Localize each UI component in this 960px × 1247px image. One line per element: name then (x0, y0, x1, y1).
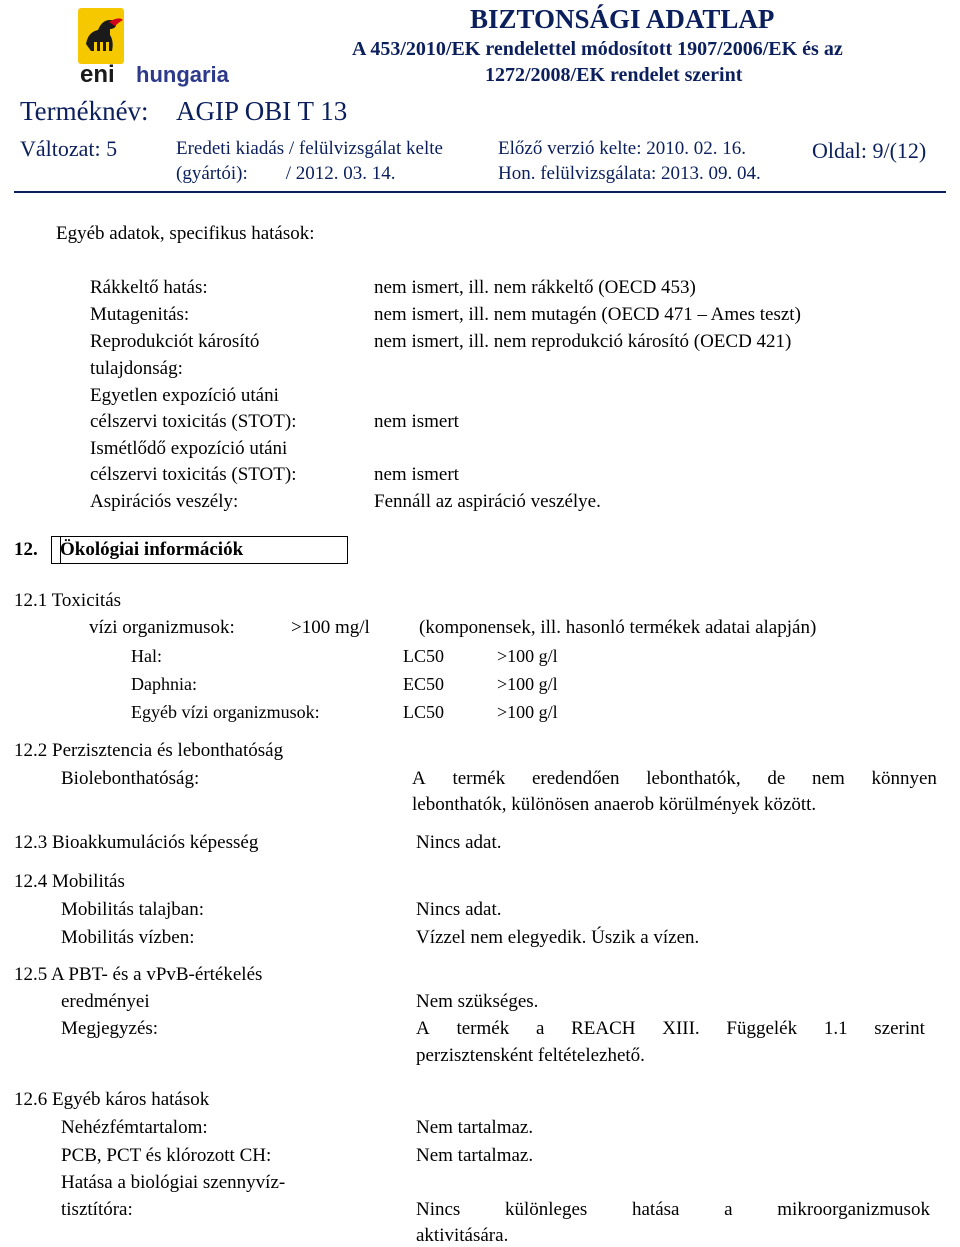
regulation-line-1: A 453/2010/EK rendelettel módosított 1907/2006/EK és az (352, 38, 843, 60)
pbt-result-value: Nem szükséges. (416, 991, 539, 1012)
eni-hungaria-logo (76, 8, 246, 88)
water-mobility-value: Vízzel nem elegyedik. Úszik a vízen. (416, 927, 700, 948)
other-data-value: nem ismert (374, 464, 459, 485)
other-data-value: nem ismert, ill. nem mutagén (OECD 471 – Ames teszt) (374, 304, 801, 325)
toxicity-type: LC50 (403, 702, 445, 722)
other-data-label: Aspirációs veszély: (90, 491, 239, 512)
previous-version-date: Előző verzió kelte: 2010. 02. 16. (498, 138, 746, 159)
toxicity-value: >100 g/l (497, 674, 558, 694)
eni-wordmark: eni (80, 61, 115, 88)
note-label: Megjegyzés: (61, 1018, 159, 1039)
original-issue-date: (gyártói): / 2012. 03. 14. (176, 163, 396, 184)
other-data-label: Rákkeltő hatás: (90, 277, 208, 298)
document-title: BIZTONSÁGI ADATLAP (470, 4, 775, 34)
section-title: Ökológiai információk (60, 539, 244, 560)
subsection-heading-12-6: 12.6 Egyéb káros hatások (14, 1089, 210, 1110)
page-number: Oldal: 9/(12) (812, 138, 927, 163)
subsection-heading-12-2: 12.2 Perzisztencia és lebonthatóság (14, 740, 284, 761)
six-legged-dog-icon (78, 8, 124, 64)
aquatic-note: (komponensek, ill. hasonló termékek adatai alapján) (419, 617, 817, 638)
section-number: 12. (14, 539, 38, 560)
word: eredendően (531, 768, 620, 789)
word: mikroorganizmusok (777, 1199, 930, 1220)
original-issue-label: Eredeti kiadás / felülvizsgálat kelte (176, 138, 443, 159)
hungaria-wordmark: hungaria (136, 62, 229, 87)
other-data-label: Reprodukciót károsító (90, 331, 260, 352)
soil-mobility-label: Mobilitás talajban: (61, 899, 205, 920)
word: termék (452, 768, 506, 789)
pcb-value: Nem tartalmaz. (416, 1145, 534, 1166)
product-name-label: Terméknév: (20, 96, 149, 126)
toxicity-organism: Daphnia: (131, 674, 197, 694)
note-value-line-2: perzisztensként feltételezhető. (416, 1045, 645, 1066)
bioaccumulation-value: Nincs adat. (416, 832, 502, 853)
word: 1.1 (823, 1018, 848, 1039)
word: lebonthatók, (646, 768, 741, 789)
other-data-label: célszervi toxicitás (STOT): (90, 464, 297, 485)
heavy-metal-value: Nem tartalmaz. (416, 1117, 534, 1138)
toxicity-value: >100 g/l (497, 702, 558, 722)
wastewater-value-line-1 (416, 1199, 930, 1221)
product-name: AGIP OBI T 13 (176, 96, 348, 126)
word: hatása (632, 1199, 680, 1220)
pcb-label: PCB, PCT és klórozott CH: (61, 1145, 272, 1166)
wastewater-value-line-2: aktivitására. (416, 1225, 509, 1246)
note-value-line-1 (416, 1018, 925, 1040)
word: nem (812, 768, 845, 789)
toxicity-type: LC50 (403, 646, 445, 666)
word: de (767, 768, 786, 789)
word: Függelék (726, 1018, 798, 1039)
word: Nincs (416, 1199, 461, 1220)
word: különleges (505, 1199, 588, 1220)
toxicity-organism: Hal: (131, 646, 162, 666)
word: szerint (874, 1018, 925, 1039)
word: a (724, 1199, 733, 1220)
other-data-label: Mutagenitás: (90, 304, 190, 325)
aquatic-value: >100 mg/l (291, 617, 370, 638)
other-data-value: nem ismert (374, 411, 459, 432)
water-mobility-label: Mobilitás vízben: (61, 927, 195, 948)
other-data-label: tulajdonság: (90, 358, 183, 379)
regulation-line-2: 1272/2008/EK rendelet szerint (485, 64, 743, 86)
toxicity-organism: Egyéb vízi organizmusok: (131, 702, 320, 722)
biodegradability-value-line-2: lebonthatók, különösen anaerob körülmények között. (412, 794, 817, 815)
word: XIII. (662, 1018, 700, 1039)
word: A (416, 1018, 430, 1039)
other-data-label: Egyetlen expozíció utáni (90, 385, 279, 406)
subsection-heading-12-5: 12.5 A PBT- és a vPvB-értékelés (14, 964, 263, 985)
word: A (412, 768, 426, 789)
toxicity-type: EC50 (403, 674, 445, 694)
subsection-heading-12-3: 12.3 Bioakkumulációs képesség (14, 832, 259, 853)
other-data-heading: Egyéb adatok, specifikus hatások: (56, 223, 315, 244)
header-divider (14, 191, 946, 193)
subsection-heading-12-5-line-2: eredményei (61, 991, 150, 1012)
biodegradability-value-line-1 (412, 768, 937, 790)
subsection-heading-12-1: 12.1 Toxicitás (14, 590, 122, 611)
word: termék (456, 1018, 510, 1039)
heavy-metal-label: Nehézfémtartalom: (61, 1117, 208, 1138)
toxicity-value: >100 g/l (497, 646, 558, 666)
other-data-label: célszervi toxicitás (STOT): (90, 411, 297, 432)
wastewater-label-line-1: Hatása a biológiai szennyvíz- (61, 1172, 286, 1193)
other-data-value: nem ismert, ill. nem rákkeltő (OECD 453) (374, 277, 696, 298)
other-data-value: Fennáll az aspiráció veszélye. (374, 491, 601, 512)
soil-mobility-value: Nincs adat. (416, 899, 502, 920)
biodegradability-label: Biolebonthatóság: (61, 768, 200, 789)
version: Változat: 5 (20, 136, 118, 161)
word: a (535, 1018, 545, 1039)
other-data-label: Ismétlődő expozíció utáni (90, 438, 288, 459)
aquatic-label: vízi organizmusok: (89, 617, 235, 638)
subsection-heading-12-4: 12.4 Mobilitás (14, 871, 125, 892)
wastewater-label-line-2: tisztítóra: (61, 1199, 133, 1220)
word: könnyen (871, 768, 937, 789)
other-data-value: nem ismert, ill. nem reprodukció károsító (OECD 421) (374, 331, 792, 352)
word: REACH (571, 1018, 636, 1039)
domestic-review-date: Hon. felülvizsgálata: 2013. 09. 04. (498, 163, 761, 184)
